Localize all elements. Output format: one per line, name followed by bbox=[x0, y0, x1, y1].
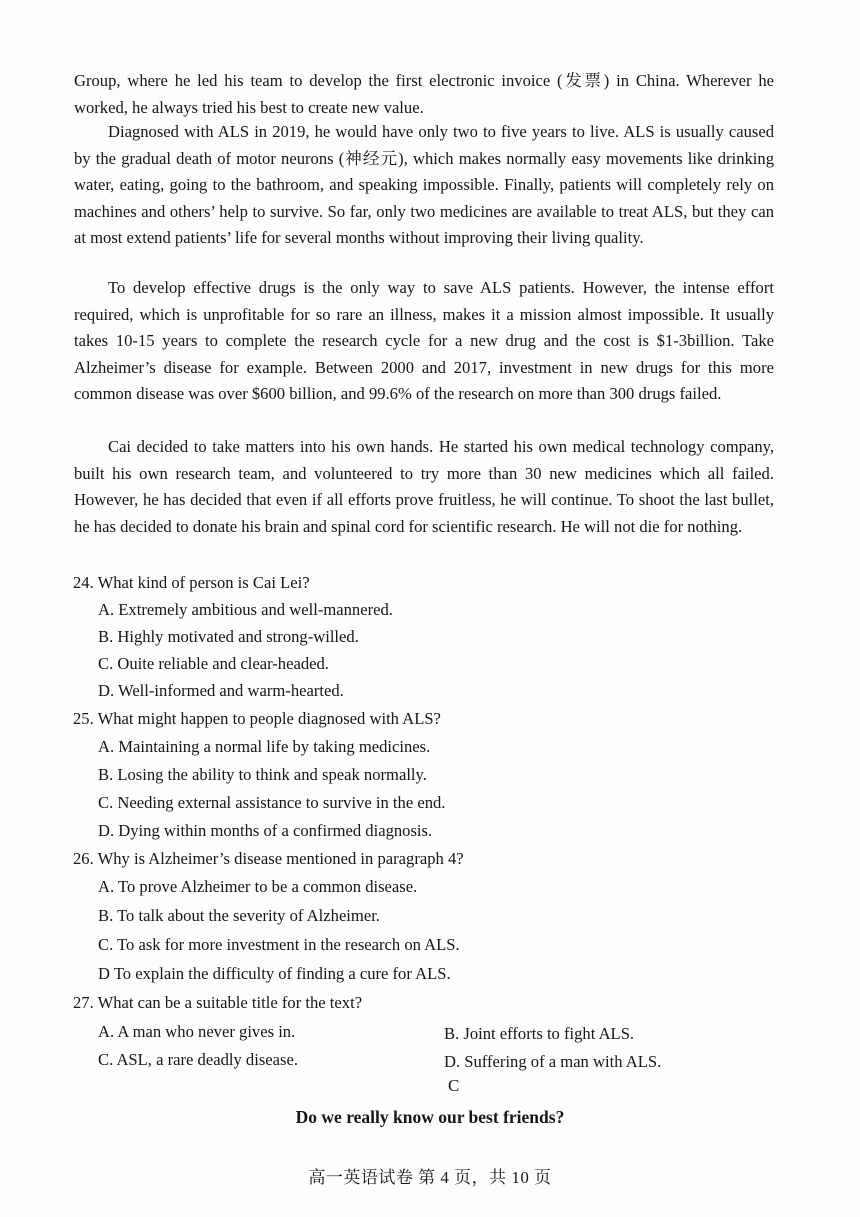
question-26-option-b: B. To talk about the severity of Alzheimer. bbox=[98, 906, 380, 925]
question-25-option-b: B. Losing the ability to think and speak normally. bbox=[98, 765, 427, 784]
question-24-option-d: D. Well-informed and warm-hearted. bbox=[98, 681, 344, 700]
passage-paragraph-2: Diagnosed with ALS in 2019, he would have only two to five years to live. ALS is usually caused by the gradual death of motor neurons (神经元), which makes normally easy movements like drinking water, eating, going to the bathroom, and speaking impossible. Finally, patients will completely rely on machines and others’ help to survive. So far, only two medicines are available to treat ALS, but they can at most extend patients’ life for several months without improving their living quality. bbox=[74, 122, 774, 248]
question-27-option-a: A. A man who never gives in. bbox=[98, 1022, 296, 1041]
passage-paragraph-4: Cai decided to take matters into his own hands. He started his own medical technology company, built his own research team, and volunteered to try more than 30 new medicines which all failed. However, he has decided that even if all efforts prove fruitless, he will continue. To shoot the last bullet, he has decided to donate his brain and spinal cord for scientific research. He will not die for nothing. bbox=[74, 437, 774, 536]
question-27-option-c: C. ASL, a rare deadly disease. bbox=[98, 1050, 298, 1069]
passage-paragraph-1: Group, where he led his team to develop the first electronic invoice (发票) in China. Wherever he worked, he always tried his best to create new value. bbox=[74, 71, 774, 117]
question-26: 26. Why is Alzheimer’s disease mentioned in paragraph 4? bbox=[73, 849, 464, 868]
question-25: 25. What might happen to people diagnosed with ALS? bbox=[73, 709, 441, 728]
question-24-option-a: A. Extremely ambitious and well-mannered. bbox=[98, 600, 393, 619]
question-25-option-c: C. Needing external assistance to survive in the end. bbox=[98, 793, 446, 812]
question-26-option-a: A. To prove Alzheimer to be a common disease. bbox=[98, 877, 418, 896]
question-24: 24. What kind of person is Cai Lei? bbox=[73, 573, 310, 592]
question-24-option-b: B. Highly motivated and strong-willed. bbox=[98, 627, 359, 646]
question-24-option-c: C. Ouite reliable and clear-headed. bbox=[98, 654, 329, 673]
section-title: Do we really know our best friends? bbox=[295, 1107, 565, 1127]
question-25-option-a: A. Maintaining a normal life by taking medicines. bbox=[98, 737, 431, 756]
question-26-option-c: C. To ask for more investment in the research on ALS. bbox=[98, 935, 460, 954]
question-26-option-d: D To explain the difficulty of finding a cure for ALS. bbox=[98, 964, 451, 983]
passage-paragraph-3: To develop effective drugs is the only way to save ALS patients. However, the intense effort required, which is unprofitable for so rare an illness, makes it a mission almost impossible. It usually takes 10-15 years to complete the research cycle for a new drug and the cost is $1-3billion. Take Alzheimer’s disease for example. Between 2000 and 2017, investment in new drugs for this more common disease was over $600 billion, and 99.6% of the research on more than 300 drugs failed. bbox=[74, 278, 774, 404]
question-27-option-d: D. Suffering of a man with ALS. bbox=[444, 1052, 662, 1071]
page-footer: 高一英语试卷 第 4 页，共 10 页 bbox=[308, 1168, 552, 1187]
question-25-option-d: D. Dying within months of a confirmed diagnosis. bbox=[98, 821, 433, 840]
section-label: C bbox=[448, 1076, 460, 1095]
question-27: 27. What can be a suitable title for the text? bbox=[73, 993, 363, 1012]
question-27-option-b: B. Joint efforts to fight ALS. bbox=[444, 1024, 635, 1043]
